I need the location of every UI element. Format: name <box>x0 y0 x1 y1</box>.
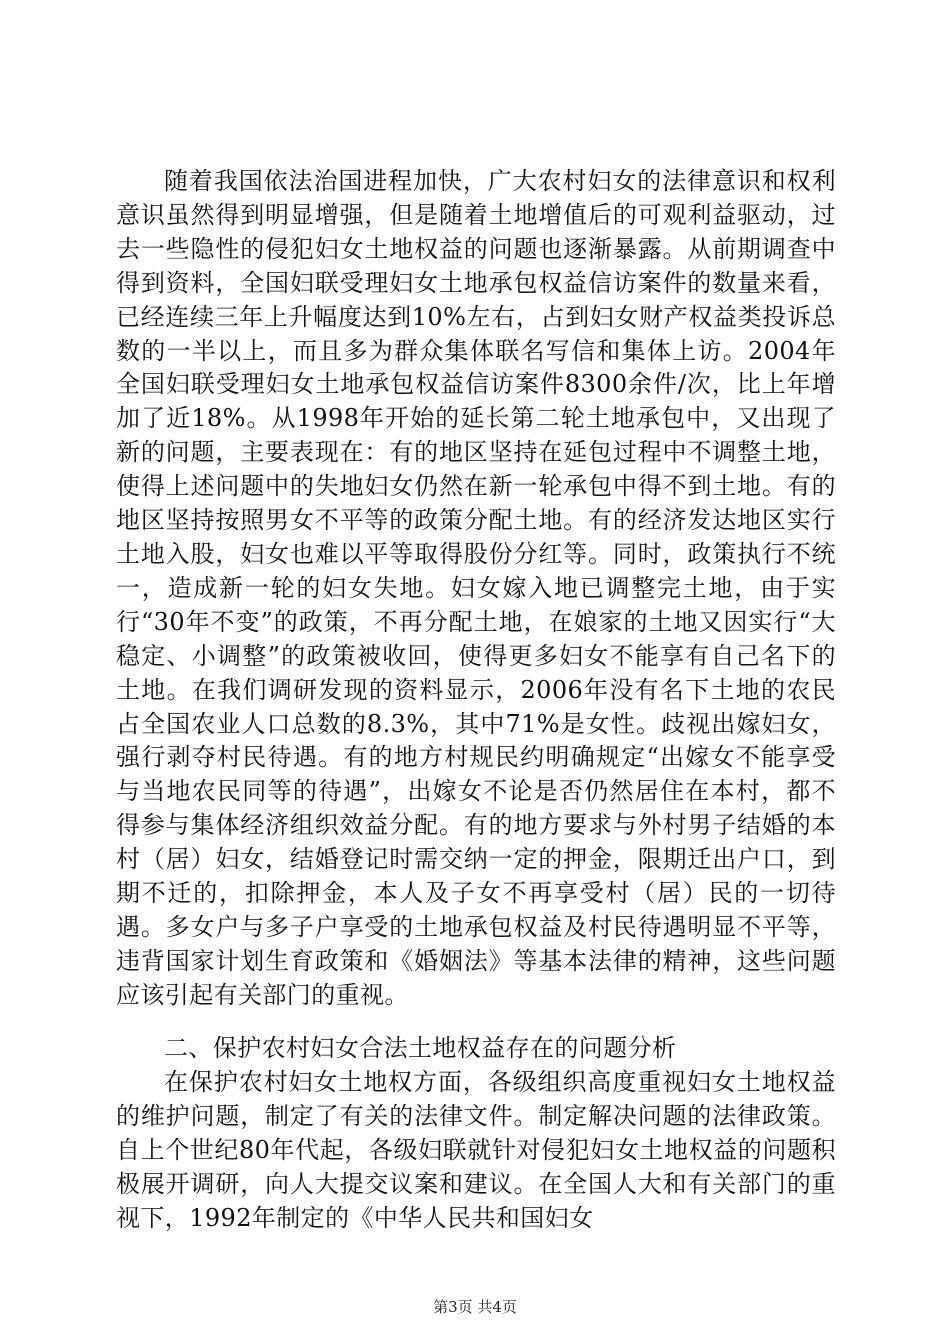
section-heading-2: 二、保护农村妇女合法土地权益存在的问题分析 <box>164 1034 677 1062</box>
body-text-section-2 <box>116 1066 836 1236</box>
paragraph-1: 随着我国依法治国进程加快，广大农村妇女的法律意识和权利意识虽然得到明显增强，但是随着土地增值后的可观利益驱动，过去一些隐性的侵犯妇女土地权益的问题也逐渐暴露。从前期调查中得到资料，全国妇联受理妇女土地承包权益信访案件的数量来看，已经连续三年上升幅度达到10%左右，占到妇女财产权益类投诉总数的一半以上，而且多为群众集体联名写信和集体上访。2004年全国妇联受理妇女土地承包权益信访案件8300余件/次，比上年增加了近18%。从1998年开始的延长第二轮土地承包中，又出现了新的问题，主要表现在：有的地区坚持在延包过程中不调整土地，使得上述问题中的失地妇女仍然在新一轮承包中得不到土地。有的地区坚持按照男女不平等的政策分配土地。有的经济发达地区实行土地入股，妇女也难以平等取得股份分红等。同时，政策执行不统一，造成新一轮的妇女失地。妇女嫁入地已调整完土地，由于实行“30年不变”的政策，不再分配土地，在娘家的土地又因实行“大稳定、小调整”的政策被收回，使得更多妇女不能享有自己名下的土地。在我们调研发现的资料显示，2006年没有名下土地的农民占全国农业人口总数的8.3%，其中71%是女性。歧视出嫁妇女，强行剥夺村民待遇。有的地方村规民约明确规定“出嫁女不能享受与当地农民同等的待遇”，出嫁女不论是否仍然居住在本村，都不得参与集体经济组织效益分配。有的地方要求与外村男子结婚的本村（居）妇女，结婚登记时需交纳一定的押金，限期迁出户口，到期不迁的，扣除押金，本人及子女不再享受村（居）民的一切待遇。多女户与多子户享受的土地承包权益及村民待遇明显不平等，违背国家计划生育政策和《婚姻法》等基本法律的精神，这些问题应该引起有关部门的重视。 <box>116 167 836 1009</box>
section-heading-block <box>116 1032 836 1066</box>
paragraph-2: 在保护农村妇女土地权方面，各级组织高度重视妇女土地权益的维护问题，制定了有关的法律文件。制定解决问题的法律政策。自上个世纪80年代起，各级妇联就针对侵犯妇女土地权益的问题积极展开调研，向人大提交议案和建议。在全国人大和有关部门的重视下，1992年制定的《中华人民共和国妇女 <box>116 1068 836 1232</box>
page-footer <box>0 1296 950 1317</box>
body-text-section-1 <box>116 165 836 1013</box>
page-number-label: 第3页 共4页 <box>433 1298 517 1316</box>
